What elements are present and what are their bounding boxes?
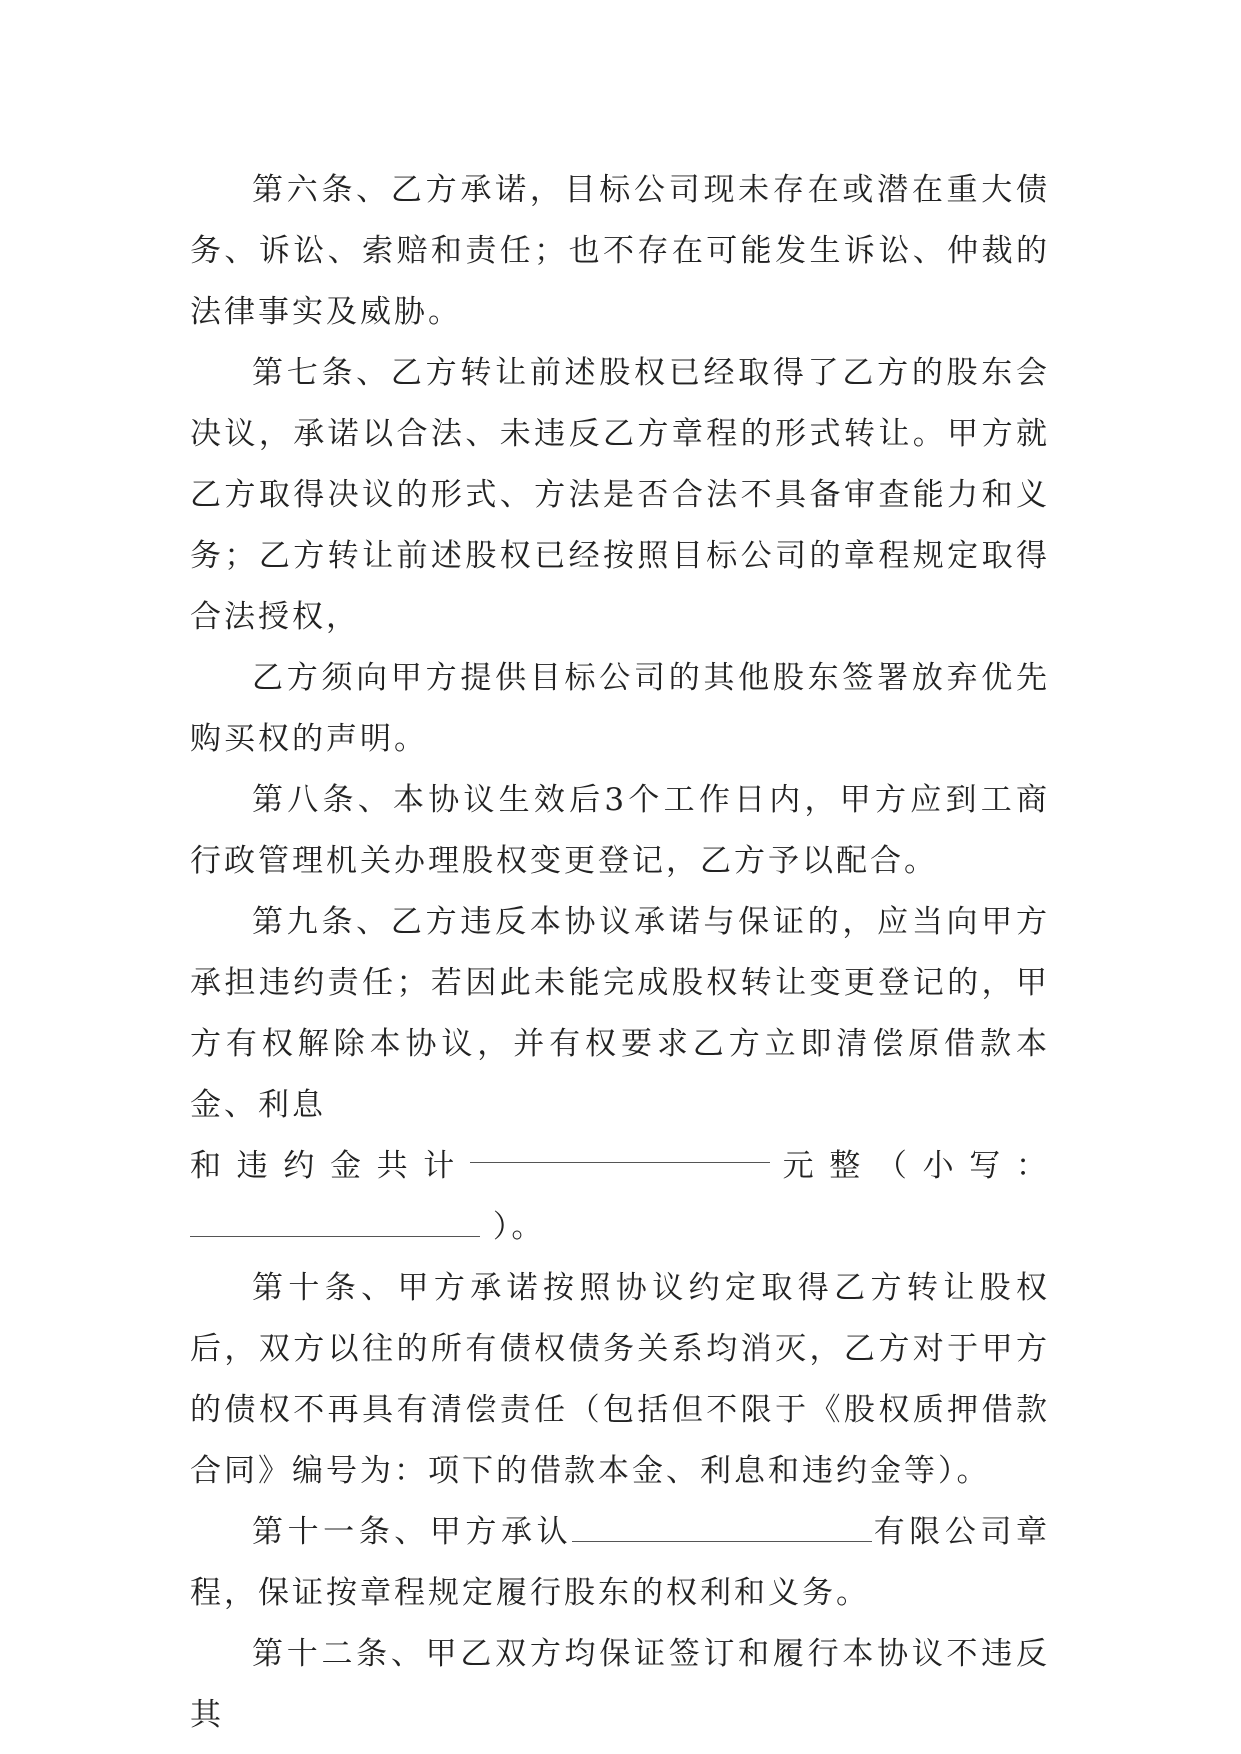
amount-blank[interactable] [470, 1136, 770, 1163]
article-9-lowercase-row [190, 1197, 1050, 1258]
char: 约 [283, 1148, 318, 1184]
char: 违 [236, 1148, 271, 1184]
article-11 [190, 1502, 1050, 1624]
article-11-start: 第十一条、甲方承认 [252, 1514, 573, 1550]
document-page [190, 160, 1050, 1746]
article-12: 第十二条、甲乙双方均保证签订和履行本协议不违反其 [190, 1636, 1050, 1733]
article-10: 第十条、甲方承诺按照协议约定取得乙方转让股权后，双方以往的所有债权债务关系均消灭，乙方对于甲方的债权不再具有清偿责任（包括但不限于《股权质押借款合同》编号为：项下的借款本金、利息和违约金等）。 [190, 1270, 1050, 1489]
article-8: 第八条、本协议生效后3个工作日内，甲方应到工商行政管理机关办理股权变更登记，乙方予以配合。 [190, 782, 1050, 879]
company-name-blank[interactable] [572, 1515, 872, 1542]
char: ： [1015, 1148, 1050, 1184]
article-9-text: 第九条、乙方违反本协议承诺与保证的，应当向甲方承担违约责任；若因此未能完成股权转让变更登记的，甲方有权解除本协议，并有权要求乙方立即清偿原借款本金、利息 [190, 904, 1050, 1123]
article-9-amount-row [190, 1136, 1050, 1197]
lowercase-amount-blank[interactable] [190, 1210, 480, 1237]
char: 共 [376, 1148, 411, 1184]
char: 元 [782, 1148, 817, 1184]
article-7: 第七条、乙方转让前述股权已经取得了乙方的股东会决议，承诺以合法、未违反乙方章程的形式转让。甲方就乙方取得决议的形式、方法是否合法不具备审查能力和义务；乙方转让前述股权已经按照目标公司的章程规定取得合法授权， [190, 355, 1050, 635]
char: 写 [969, 1148, 1004, 1184]
article-9-end: ）。 [492, 1209, 546, 1245]
char: 小 [922, 1148, 957, 1184]
char: 和 [190, 1148, 224, 1184]
char: （ [875, 1148, 910, 1184]
article-6: 第六条、乙方承诺，目标公司现未存在或潜在重大债务、诉讼、索赔和责任；也不存在可能发生诉讼、仲裁的法律事实及威胁。 [190, 172, 1050, 330]
char: 整 [829, 1148, 864, 1184]
article-9 [190, 892, 1050, 1258]
article-7-supplement: 乙方须向甲方提供目标公司的其他股东签署放弃优先购买权的声明。 [190, 660, 1050, 757]
char: 计 [423, 1148, 458, 1184]
char: 金 [329, 1148, 364, 1184]
article-11-end: 有限公司章程，保证按章程规定履行股东的权利和义务。 [190, 1514, 1051, 1611]
